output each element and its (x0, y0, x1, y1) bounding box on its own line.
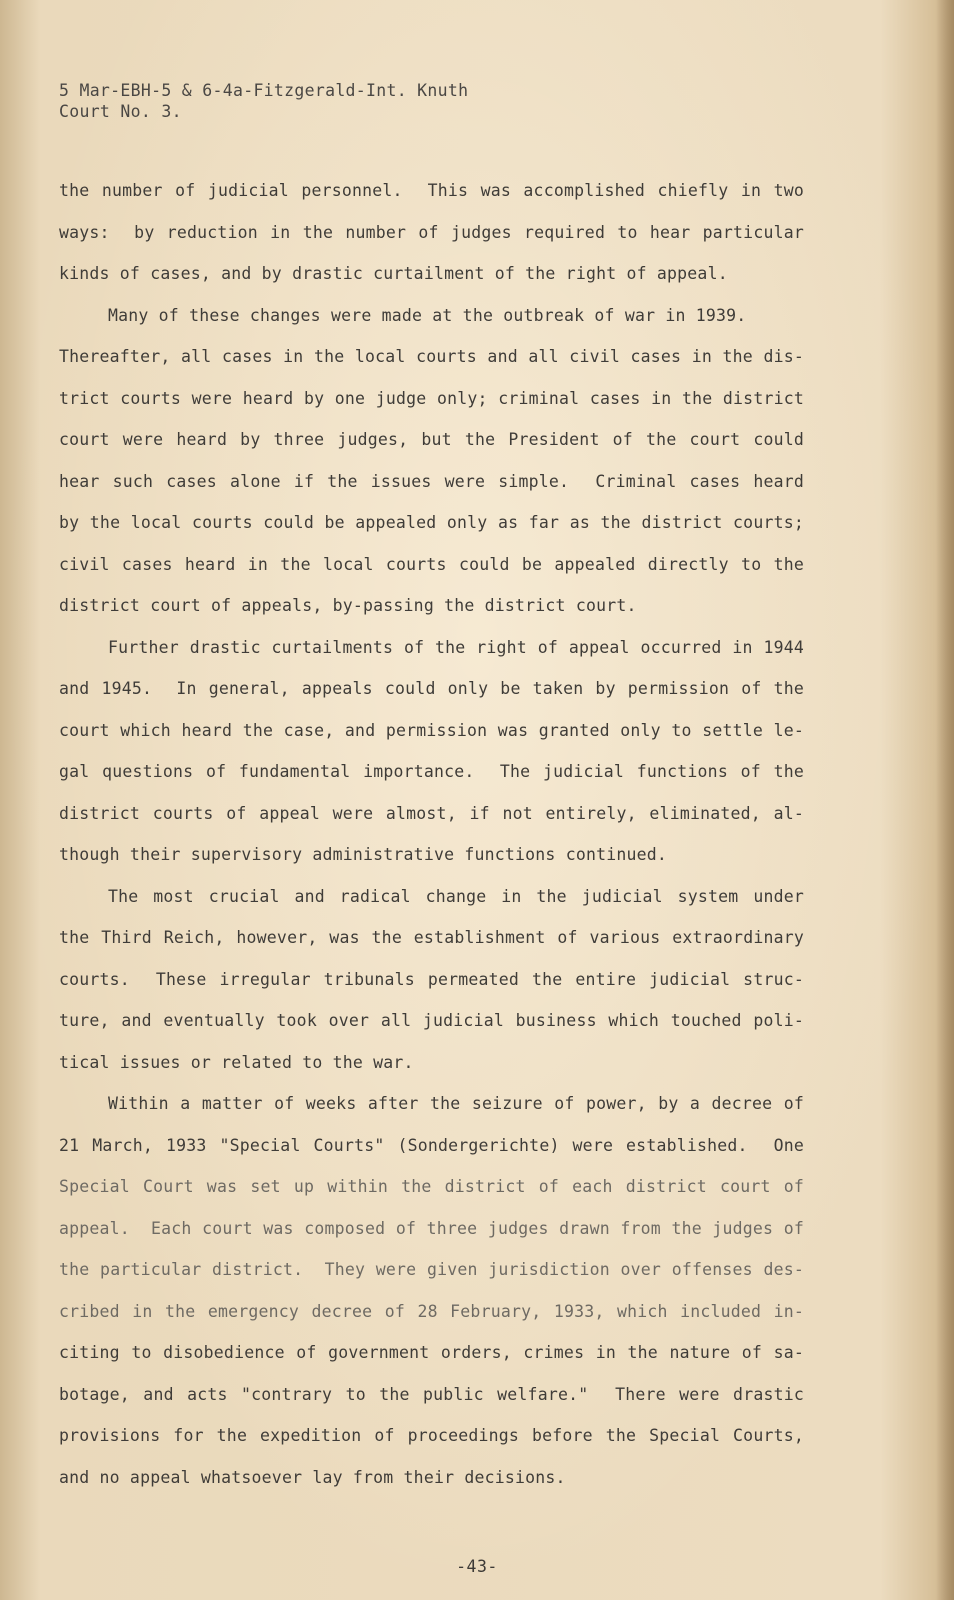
header-reference-line: 5 Mar-EBH-5 & 6-4a-Fitzgerald-Int. Knuth (59, 81, 469, 100)
text-line: district courts of appeal were almost, if not entirely, eliminated, al- (59, 803, 804, 823)
text-line: kinds of cases, and by drastic curtailment of the right of appeal. (59, 264, 728, 283)
text-line: the Third Reich, however, was the establishment of various extraordinary (59, 928, 804, 947)
text-line: appeal. Each court was composed of three judges drawn from the judges of (59, 1218, 804, 1238)
text-line: hear such cases alone if the issues were simple. Criminal cases heard (59, 471, 804, 491)
text-line: court were heard by three judges, but the President of the court could (59, 430, 804, 449)
text-line: Special Court was set up within the district of each district court of (59, 1177, 804, 1196)
text-line: the particular district. They were given jurisdiction over offenses des- (59, 1260, 804, 1279)
text-line: ture, and eventually took over all judicial business which touched poli- (59, 1011, 804, 1030)
text-line: though their supervisory administrative functions continued. (59, 845, 668, 864)
text-line: 21 March, 1933 "Special Courts" (Sondergerichte) were established. One (59, 1135, 804, 1155)
paragraph-start-line: The most crucial and radical change in the judicial system under (108, 886, 804, 906)
text-line: botage, and acts "contrary to the public welfare." There were drastic (59, 1384, 804, 1404)
text-line: provisions for the expedition of proceedings before the Special Courts, (59, 1426, 804, 1445)
document-header (59, 80, 468, 122)
text-line: gal questions of fundamental importance. The judicial functions of the (59, 762, 804, 781)
text-line: the number of judicial personnel. This was accomplished chiefly in two (59, 181, 804, 200)
text-line: ways: by reduction in the number of judges required to hear particular (59, 222, 804, 242)
text-line: courts. These irregular tribunals permeated the entire judicial struc- (59, 969, 804, 989)
paragraph-start-line: Many of these changes were made at the outbreak of war in 1939. (108, 305, 747, 325)
body-text (59, 180, 804, 1508)
text-line: district court of appeals, by-passing the district court. (59, 596, 637, 615)
text-line: civil cases heard in the local courts could be appealed directly to the (59, 554, 804, 574)
paragraph-start-line: Further drastic curtailments of the right of appeal occurred in 1944 (108, 637, 804, 657)
page-number: -43- (456, 1557, 498, 1576)
text-line: trict courts were heard by one judge only; criminal cases in the district (59, 388, 804, 408)
text-line: and 1945. In general, appeals could only be taken by permission of the (59, 679, 804, 698)
text-line: citing to disobedience of government orders, crimes in the nature of sa- (59, 1343, 804, 1362)
text-line: cribed in the emergency decree of 28 February, 1933, which included in- (59, 1301, 804, 1321)
paragraph-start-line: Within a matter of weeks after the seizure of power, by a decree of (108, 1094, 804, 1113)
text-line: and no appeal whatsoever lay from their decisions. (59, 1467, 566, 1487)
text-line: court which heard the case, and permission was granted only to settle le- (59, 720, 804, 740)
header-court-line: Court No. 3. (59, 102, 182, 121)
text-line: Thereafter, all cases in the local courts and all civil cases in the dis- (59, 347, 804, 366)
text-line: by the local courts could be appealed only as far as the district courts; (59, 513, 804, 532)
text-line: tical issues or related to the war. (59, 1052, 414, 1072)
